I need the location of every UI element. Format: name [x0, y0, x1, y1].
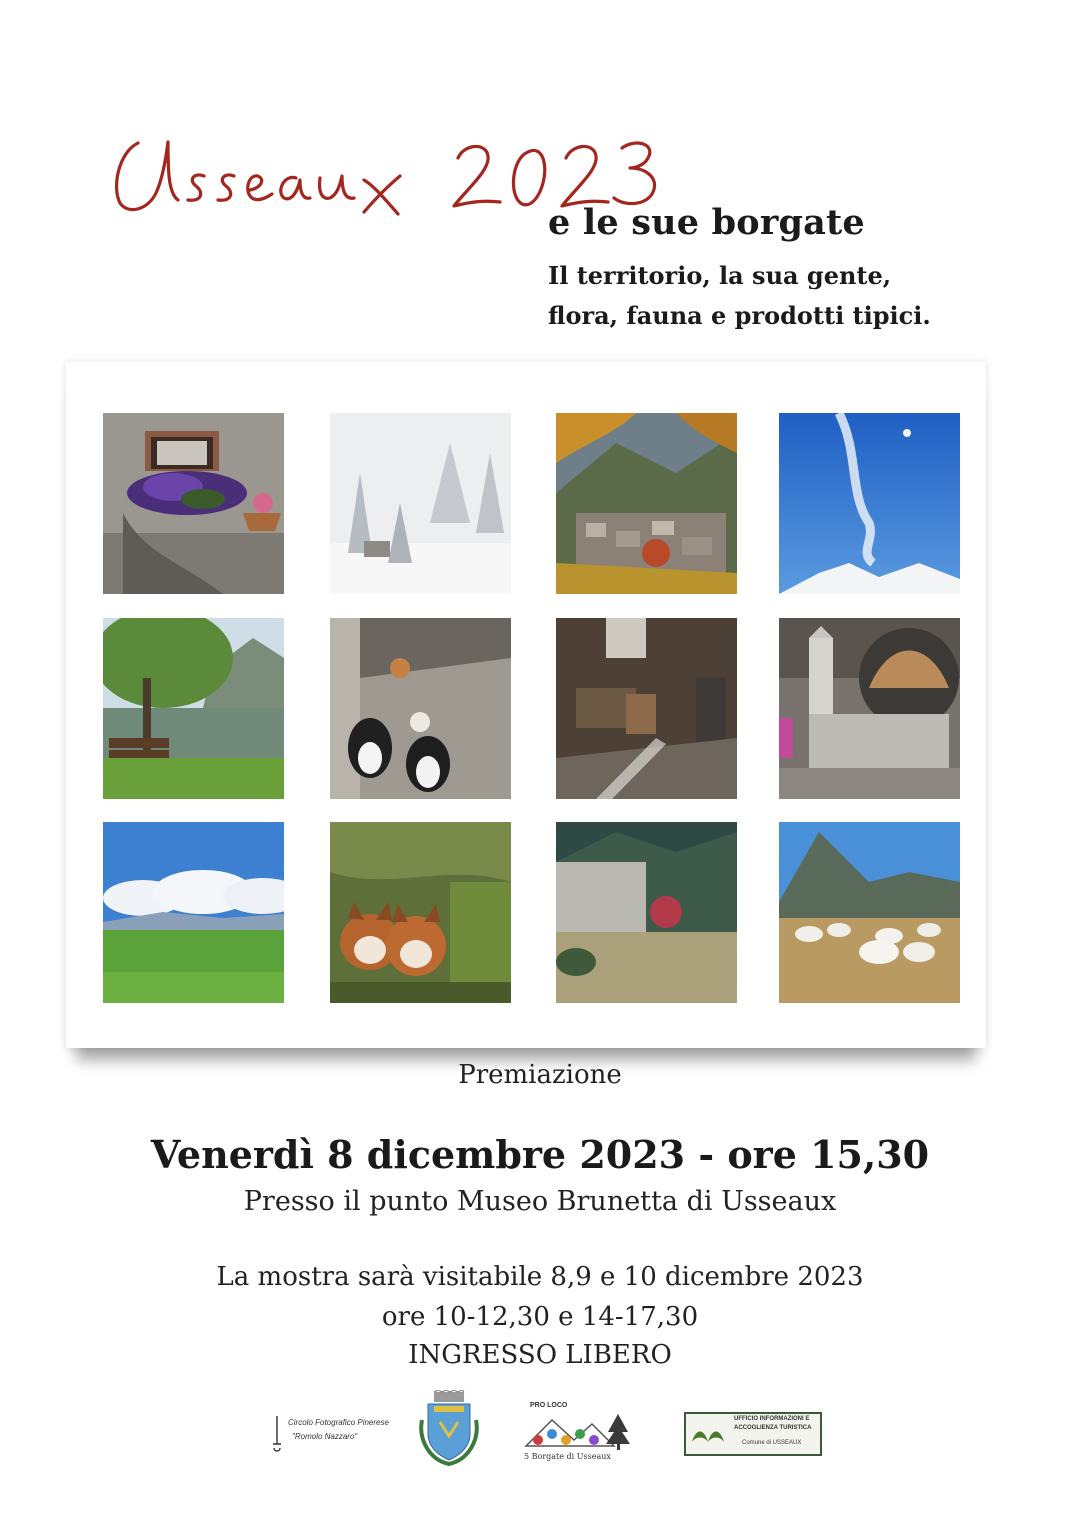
circolo-fotografico-logo [270, 1410, 389, 1460]
camera-icon [270, 1414, 284, 1454]
proloco-top-text: PRO LOCO [530, 1402, 568, 1409]
entry-info: INGRESSO LIBERO [408, 1340, 672, 1370]
sponsor-logos [0, 1390, 1080, 1480]
ufficio-line-3: Comune di USSEAUX [742, 1440, 802, 1446]
photo-fox-cubs [330, 822, 511, 1003]
circolo-sub: "Romolo Nazzaro" [292, 1432, 358, 1441]
photo-lake-park [103, 618, 284, 799]
proloco-logo [522, 1402, 634, 1464]
poster-subtitle: e le sue borgate [548, 202, 865, 243]
photo-fountain [779, 618, 960, 799]
ufficio-line-2: ACCOGLIENZA TURISTICA [734, 1425, 812, 1431]
proloco-bottom-text: 5 Borgate di Usseaux [524, 1452, 611, 1461]
usseaux-coat-of-arms [416, 1390, 482, 1466]
ufficio-turistico-logo [684, 1412, 822, 1456]
photo-sheep-flock [779, 822, 960, 1003]
photo-panel [66, 362, 986, 1048]
photo-window-flowers [103, 413, 284, 594]
exhibit-hours: ore 10-12,30 e 14-17,30 [381, 1302, 699, 1332]
exhibit-dates: La mostra sarà visitabile 8,9 e 10 dicembre 2023 [216, 1262, 864, 1292]
ufficio-line-1: UFFICIO INFORMAZIONI E [734, 1416, 810, 1422]
photo-grid [66, 362, 986, 1048]
photo-snowy-forest [330, 413, 511, 594]
description-line-1: Il territorio, la sua gente, [548, 261, 892, 290]
poster-description [548, 256, 931, 336]
description-line-2: flora, fauna e prodotti tipici. [548, 301, 931, 330]
photo-winter-trees [556, 822, 737, 1003]
photo-village-autumn [556, 413, 737, 594]
event-date-time: Venerdì 8 dicembre 2023 - ore 15,30 [150, 1132, 930, 1177]
leaf-icon [690, 1422, 730, 1448]
photo-sky-contrail [779, 413, 960, 594]
event-place: Presso il punto Museo Brunetta di Usseaux [243, 1186, 837, 1217]
photo-meadow-clouds [103, 822, 284, 1003]
photo-workshop-interior [556, 618, 737, 799]
circolo-name: Circolo Fotografico Pinerese [288, 1418, 389, 1427]
photo-cats [330, 618, 511, 799]
premiazione-label: Premiazione [458, 1060, 622, 1090]
